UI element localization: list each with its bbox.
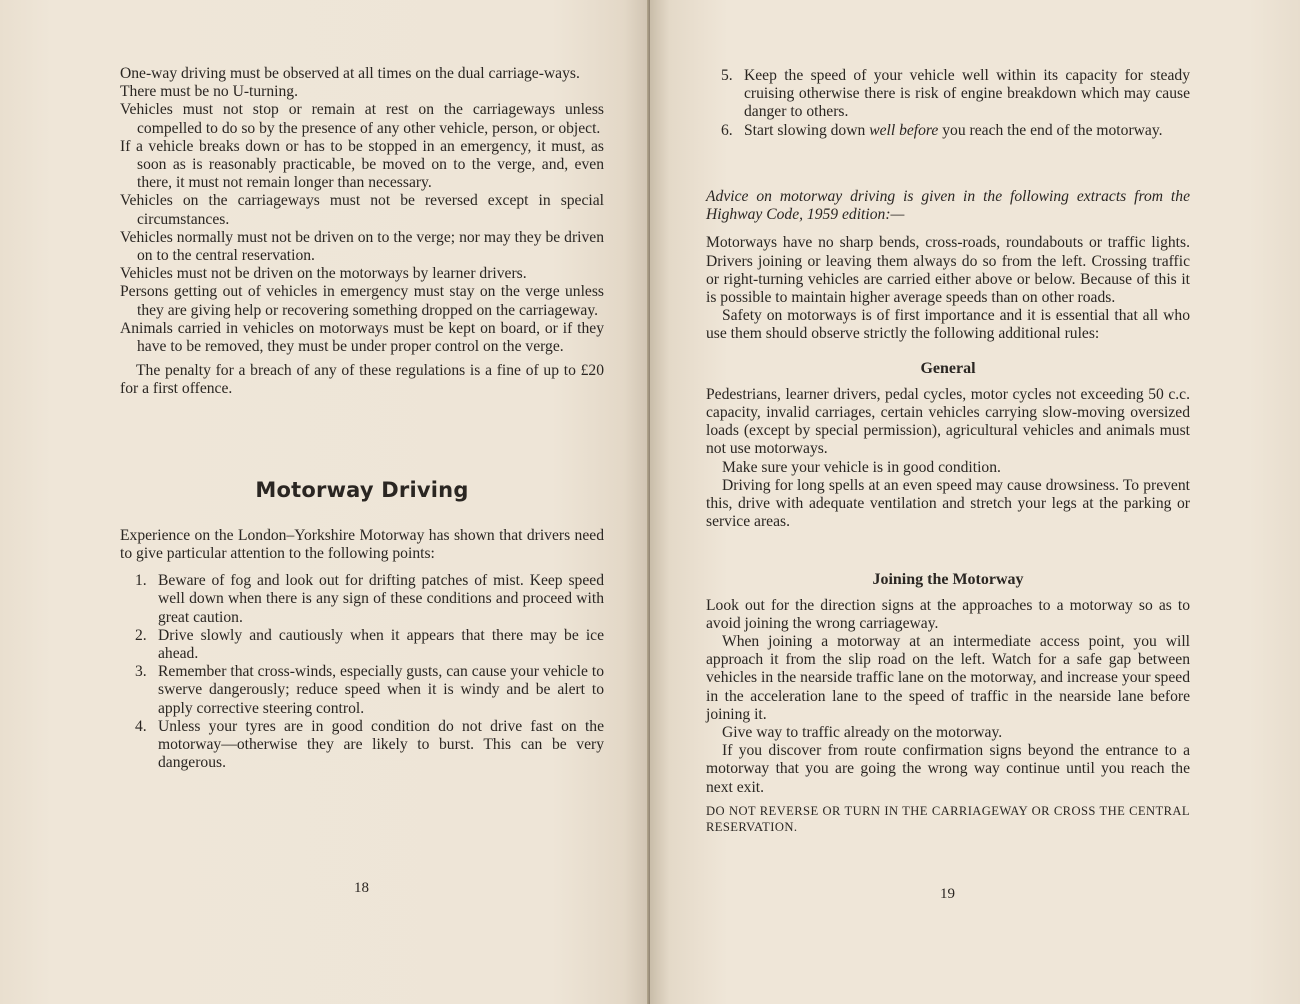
item-text-start: Start slowing down xyxy=(744,121,870,139)
body-paragraph: Look out for the direction signs at the approaches to a motorway so as to avoid joining the wrong carriageway. xyxy=(706,596,1190,632)
body-paragraph: Give way to traffic already on the motorway. xyxy=(722,724,1003,742)
item-text-emphasis: well before xyxy=(869,121,939,139)
item-number: 3. xyxy=(135,663,147,681)
body-paragraph: Driving for long spells at an even speed may cause drowsiness. To prevent this, drive with adequate ventilation and stretch your legs at the parking or service areas. xyxy=(706,476,1190,531)
points-list xyxy=(706,67,1190,140)
item-text: Beware of fog and look out for drifting patches of mist. Keep speed well down when there is any sign of these conditions and proceed with great caution. xyxy=(158,572,604,626)
body-paragraph: Motorways have no sharp bends, cross-roads, roundabouts or traffic lights. Drivers joining or leaving them always do so from the left. Crossing traffic or right-turning vehicles are carried either above or below. Because of this it is possible to maintain higher average speeds than on other roads. xyxy=(706,234,1190,307)
page-number: 18 xyxy=(354,880,369,896)
body-paragraph: Make sure your vehicle is in good condition. xyxy=(722,458,1001,476)
item-text-end: you reach the end of the motorway. xyxy=(938,121,1163,139)
item-text: Unless your tyres are in good condition do not drive fast on the motorway—otherwise they are likely to burst. This can be very dangerous. xyxy=(158,717,604,772)
intro-paragraph: Experience on the London–Yorkshire Motorway has shown that drivers need to give particular attention to the following points: xyxy=(120,526,604,563)
body-paragraph: If you discover from route confirmation signs beyond the entrance to a motorway that you are going the wrong way continue until you reach the next exit. xyxy=(706,742,1190,796)
penalty-paragraph: The penalty for a breach of any of these regulations is a fine of up to £20 for a first offence. xyxy=(120,362,604,398)
right-page-text xyxy=(706,188,1190,835)
item-number: 4. xyxy=(135,717,147,735)
body-paragraph: Pedestrians, learner drivers, pedal cycles, motor cycles not exceeding 50 c.c. capacity, invalid carriages, certain vehicles carrying slow-moving oversized loads (except by special permission), agricultural vehicles and animals must not use motorways. xyxy=(706,385,1190,458)
list-item xyxy=(120,718,604,773)
regulation-item: If a vehicle breaks down or has to be stopped in an emergency, it must, as soon as is reasonably practicable, be moved on to the verge, and, even there, it must not remain longer than necessary. xyxy=(120,137,604,192)
general-heading: General xyxy=(920,359,976,377)
list-item xyxy=(706,122,1190,140)
regulation-item: Vehicles on the carriageways must not be reversed except in special circumstances. xyxy=(120,192,604,228)
list-item xyxy=(706,67,1190,122)
right-page-points xyxy=(706,67,1190,140)
section-heading: Motorway Driving xyxy=(255,477,469,502)
body-paragraph: Safety on motorways is of first importance and it is essential that all who use them should observe strictly the following additional rules: xyxy=(706,307,1190,343)
page-number: 19 xyxy=(940,886,955,902)
left-page-text xyxy=(120,65,604,773)
regulation-item: There must be no U-turning. xyxy=(120,83,298,101)
regulation-item: Vehicles normally must not be driven on to the verge; nor may they be driven on to the central reservation. xyxy=(120,228,604,265)
joining-heading: Joining the Motorway xyxy=(872,571,1024,589)
list-item xyxy=(120,663,604,718)
points-list xyxy=(120,572,604,772)
item-number: 5. xyxy=(721,67,733,84)
item-text: Keep the speed of your vehicle well within its capacity for steady cruising otherwise there is risk of engine breakdown which may cause danger to others. xyxy=(744,67,1190,121)
item-text: Drive slowly and cautiously when it appears that there may be ice ahead. xyxy=(158,626,604,663)
list-item xyxy=(120,572,604,627)
item-number: 1. xyxy=(135,572,147,590)
warning-text: DO NOT REVERSE OR TURN IN THE CARRIAGEWAY OR CROSS THE CENTRAL RESERVATION. xyxy=(706,803,1190,834)
item-text: Remember that cross-winds, especially gusts, can cause your vehicle to swerve dangerously; reduce speed when it is windy and be alert to apply corrective steering control. xyxy=(158,663,604,717)
regulation-item: Vehicles must not stop or remain at rest on the carriageways unless compelled to do so by the presence of any other vehicle, person, or object. xyxy=(120,101,604,137)
body-paragraph: When joining a motorway at an intermediate access point, you will approach it from the slip road on the left. Watch for a safe gap between vehicles in the nearside traffic lane on the motorway, and increase your speed in the acceleration lane to the speed of traffic in the nearside lane before joining it. xyxy=(706,633,1190,723)
regulation-item: Vehicles must not be driven on the motorways by learner drivers. xyxy=(120,265,527,283)
item-number: 6. xyxy=(721,121,733,139)
right-page xyxy=(650,0,1300,1004)
advice-note: Advice on motorway driving is given in the following extracts from the Highway Code, 1959 edition:— xyxy=(706,188,1190,224)
regulation-item: Animals carried in vehicles on motorways must be kept on board, or if they have to be removed, they must be under proper control on the verge. xyxy=(120,319,604,356)
regulation-item: One-way driving must be observed at all times on the dual carriage-ways. xyxy=(120,65,580,82)
list-item xyxy=(120,627,604,663)
item-number: 2. xyxy=(135,626,147,644)
regulation-item: Persons getting out of vehicles in emergency must stay on the verge unless they are giving help or recovering something dropped on the carriageway. xyxy=(120,283,604,319)
